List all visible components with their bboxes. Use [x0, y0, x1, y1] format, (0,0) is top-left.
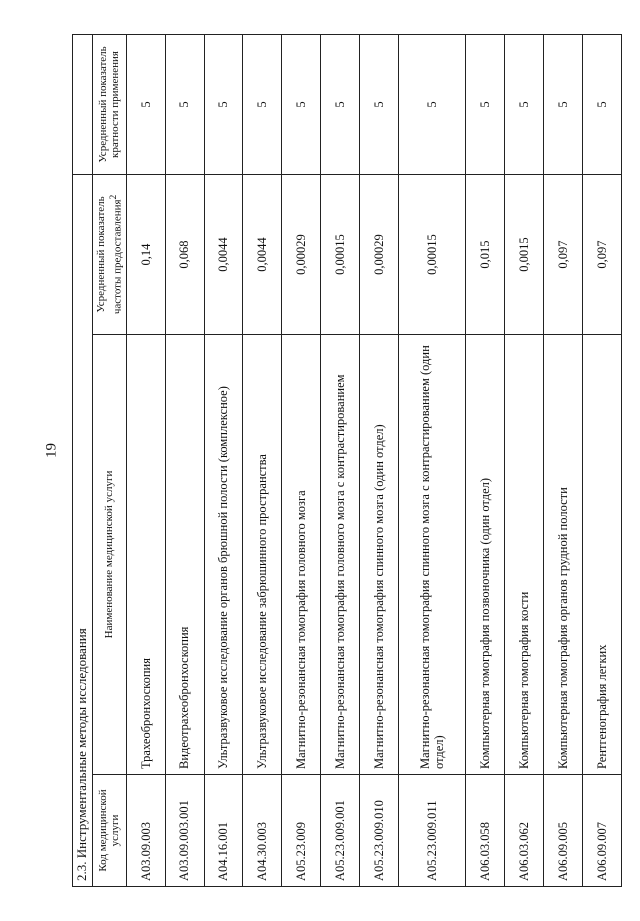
table-row [544, 34, 583, 886]
header-frequency-text: Усредненный показатель частоты предоставления [94, 196, 124, 315]
service-code: A04.16.001 [204, 775, 243, 887]
service-name: Магнитно-резонансная томография спинного мозга (один отдел) [359, 335, 398, 775]
header-name: Наименование медицинской услуги [92, 335, 126, 775]
service-multiplicity: 5 [359, 34, 398, 174]
service-frequency: 0,0044 [204, 174, 243, 334]
service-code: A05.23.009 [282, 775, 321, 887]
header-frequency-footnote: 2 [107, 194, 118, 200]
service-code: A06.09.005 [544, 775, 583, 887]
service-code: A06.03.058 [466, 775, 505, 887]
service-name: Ультразвуковое исследование органов брюшной полости (комплексное) [204, 335, 243, 775]
section-title: 2.3. Инструментальные методы исследования [73, 174, 93, 886]
service-code: A06.09.007 [583, 775, 622, 887]
table-row [398, 34, 466, 886]
service-multiplicity: 5 [204, 34, 243, 174]
table-row [126, 34, 165, 886]
table-row [505, 34, 544, 886]
header-code: Код медицинской услуги [92, 775, 126, 887]
service-name: Магнитно-резонансная томография головного мозга с контрастированием [321, 335, 360, 775]
page-number: 19 [43, 443, 60, 458]
header-multiplicity: Усредненный показатель кратности применения [92, 34, 126, 174]
service-name: Трахеобронхоскопия [126, 335, 165, 775]
service-frequency: 0,0044 [243, 174, 282, 334]
service-code: A05.23.009.001 [321, 775, 360, 887]
service-frequency: 0,00015 [398, 174, 466, 334]
table-row [466, 34, 505, 886]
service-name: Компьютерная томография позвоночника (один отдел) [466, 335, 505, 775]
service-multiplicity: 5 [321, 34, 360, 174]
service-code: A06.03.062 [505, 775, 544, 887]
service-name: Рентгенография легких [583, 335, 622, 775]
service-frequency: 0,14 [126, 174, 165, 334]
service-frequency: 0,068 [165, 174, 204, 334]
service-multiplicity: 5 [505, 34, 544, 174]
section-row-empty-cell [73, 34, 93, 174]
service-name: Магнитно-резонансная томография спинного мозга с контрастированием (один отдел) [398, 335, 466, 775]
service-code: A03.09.003 [126, 775, 165, 887]
service-code: A03.09.003.001 [165, 775, 204, 887]
table-row [204, 34, 243, 886]
service-code: A05.23.009.011 [398, 775, 466, 887]
rotated-table-container [72, 35, 622, 887]
table-row [165, 34, 204, 886]
service-name: Компьютерная томография кости [505, 335, 544, 775]
service-multiplicity: 5 [544, 34, 583, 174]
service-code: A04.30.003 [243, 775, 282, 887]
service-name: Видеотрахеобронхоскопия [165, 335, 204, 775]
service-frequency: 0,097 [583, 174, 622, 334]
table-row [243, 34, 282, 886]
service-multiplicity: 5 [398, 34, 466, 174]
table-row [583, 34, 622, 886]
table-row [282, 34, 321, 886]
service-multiplicity: 5 [126, 34, 165, 174]
service-frequency: 0,0015 [505, 174, 544, 334]
service-frequency: 0,015 [466, 174, 505, 334]
service-frequency: 0,00015 [321, 174, 360, 334]
service-frequency: 0,097 [544, 174, 583, 334]
service-multiplicity: 5 [165, 34, 204, 174]
service-frequency: 0,00029 [359, 174, 398, 334]
table-row [359, 34, 398, 886]
service-multiplicity: 5 [243, 34, 282, 174]
service-multiplicity: 5 [282, 34, 321, 174]
services-table [72, 34, 622, 887]
service-name: Компьютерная томография органов грудной полости [544, 335, 583, 775]
service-code: A05.23.009.010 [359, 775, 398, 887]
table-row [321, 34, 360, 886]
service-frequency: 0,00029 [282, 174, 321, 334]
service-name: Магнитно-резонансная томография головного мозга [282, 335, 321, 775]
header-row [92, 34, 126, 886]
service-multiplicity: 5 [583, 34, 622, 174]
service-multiplicity: 5 [466, 34, 505, 174]
section-row [73, 34, 93, 886]
header-frequency [92, 174, 126, 334]
service-name: Ультразвуковое исследование забрюшинного пространства [243, 335, 282, 775]
